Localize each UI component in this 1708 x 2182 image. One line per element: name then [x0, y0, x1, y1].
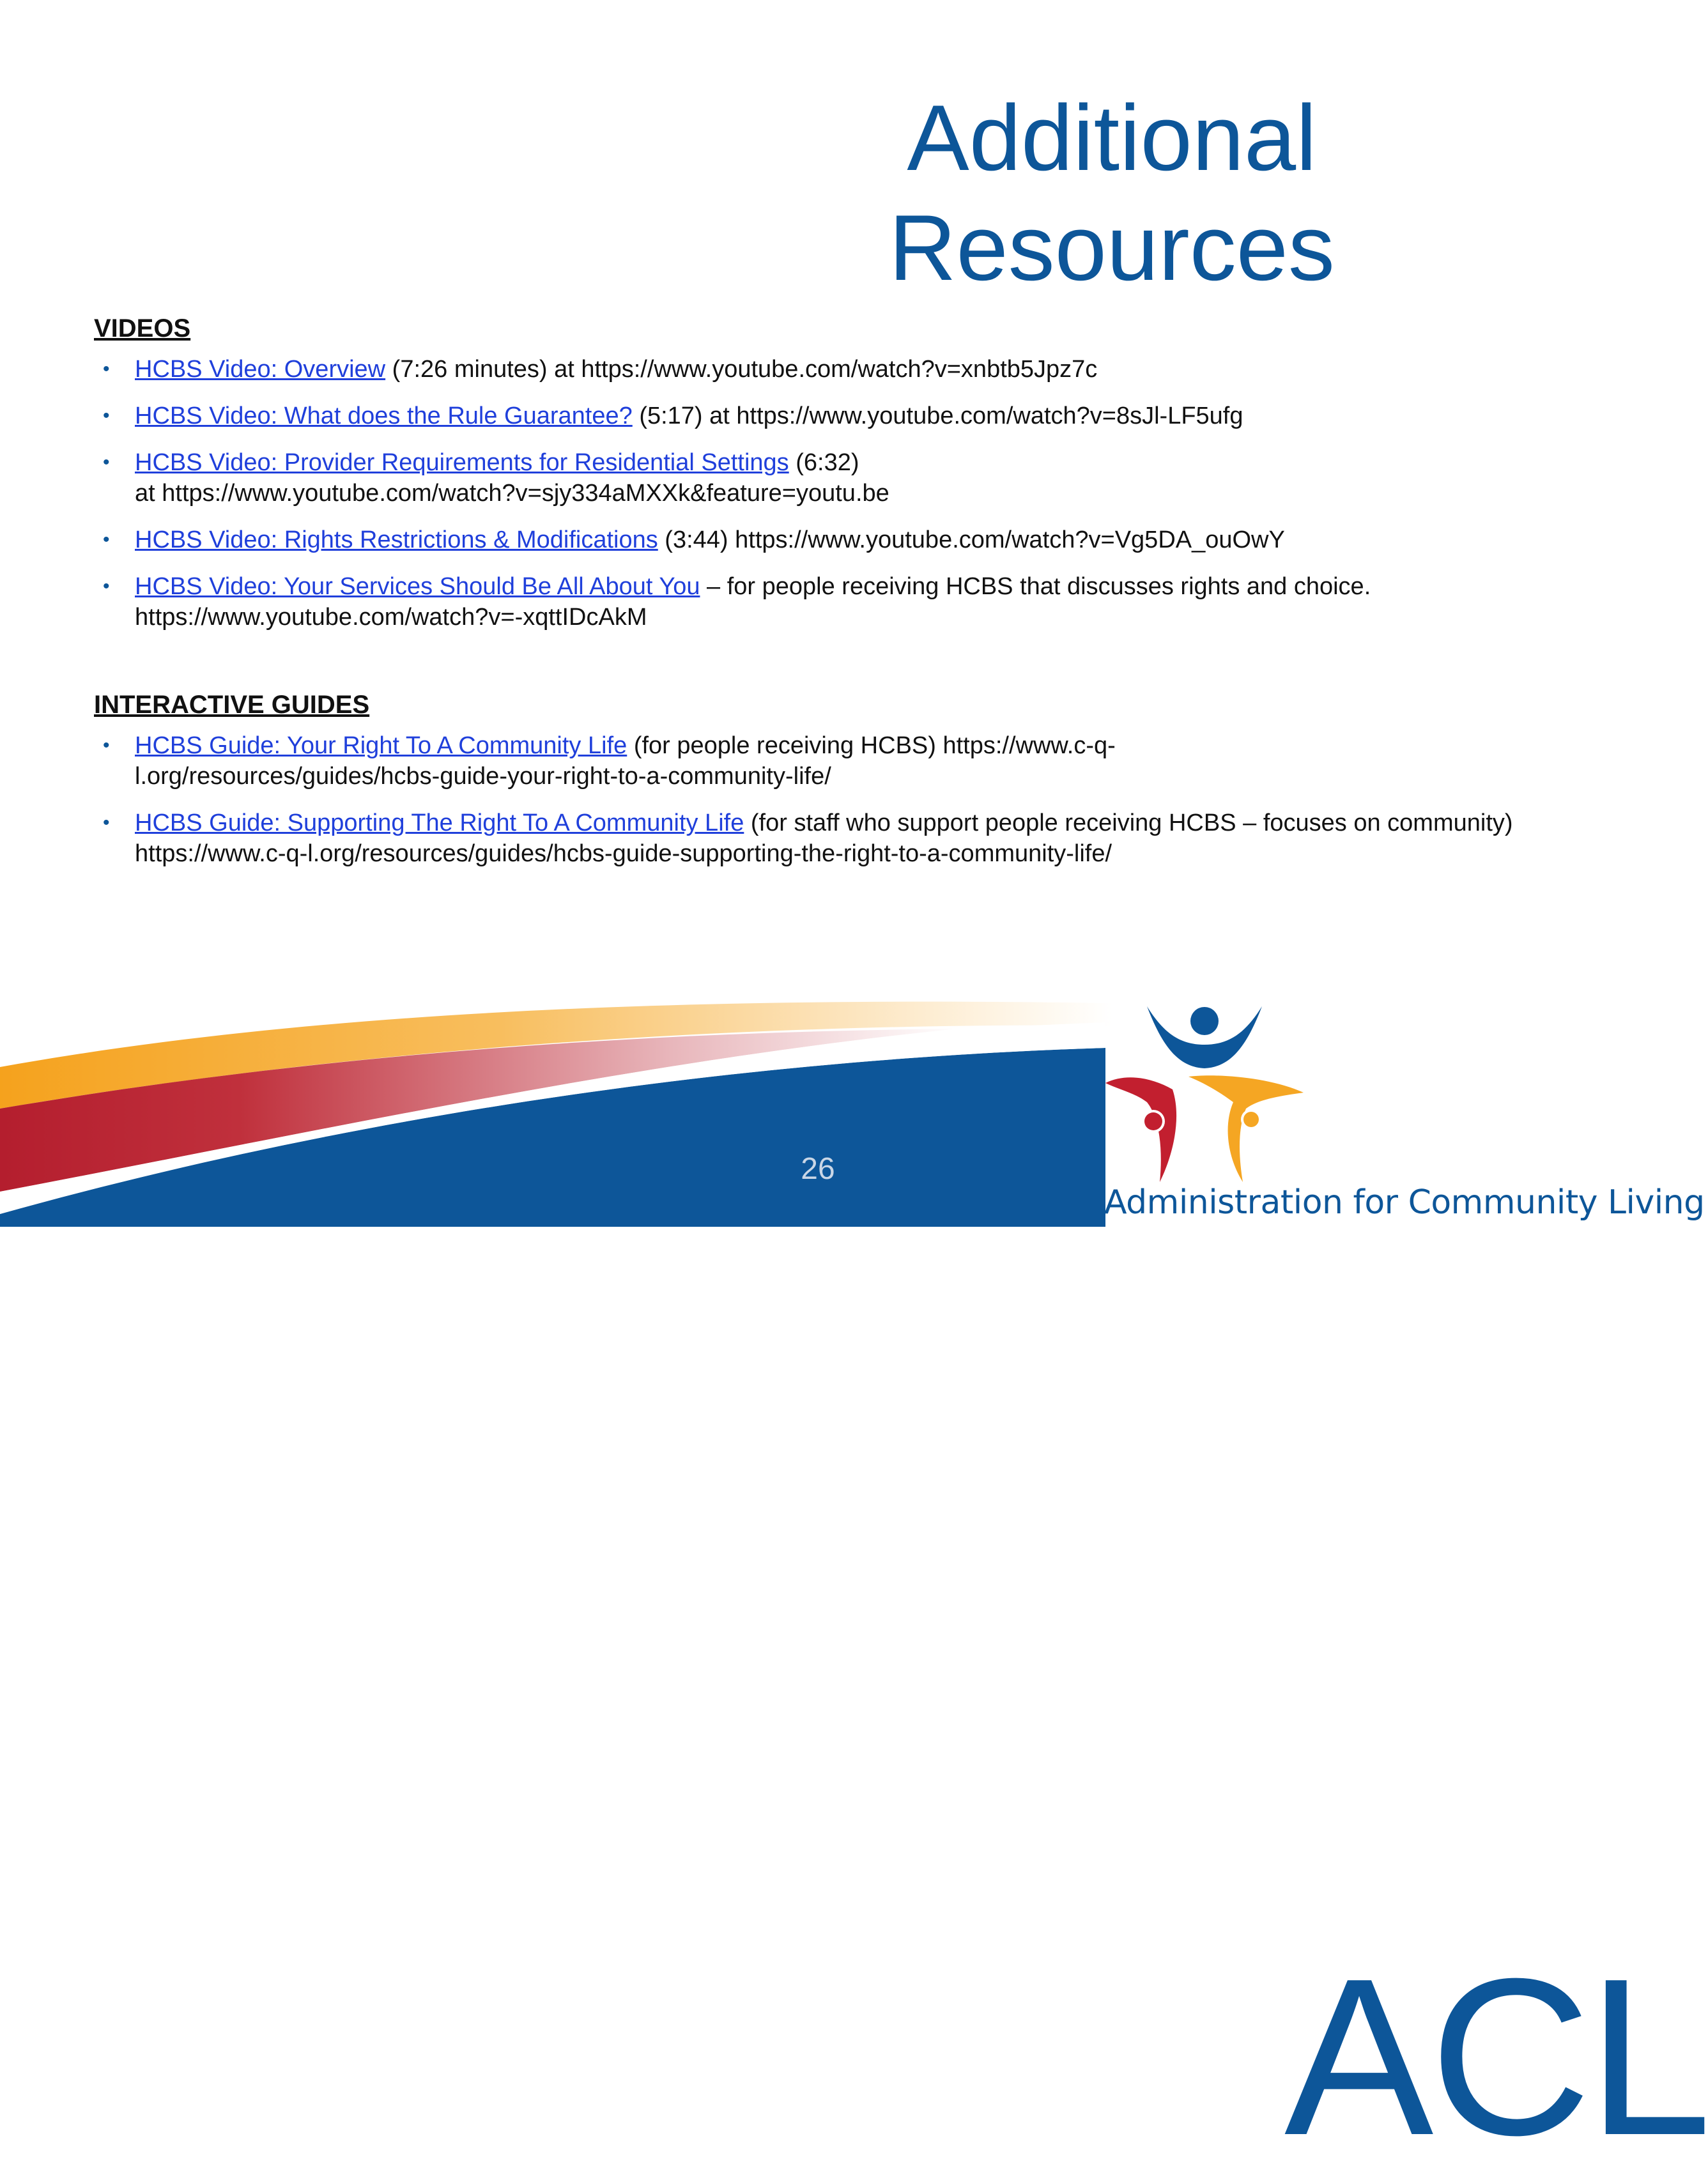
guide-link-community-life[interactable]: HCBS Guide: Your Right To A Community Life [135, 732, 627, 759]
list-item [94, 447, 1615, 509]
title-line-1: Additional [907, 86, 1317, 190]
list-item-text-continued: at https://www.youtube.com/watch?v=sjy334aMXXk&feature=youtu.be [135, 480, 889, 507]
list-item-text: (7:26 minutes) at https://www.youtube.com/watch?v=xnbtb5Jpz7c [385, 356, 1098, 383]
video-link-all-about-you[interactable]: HCBS Video: Your Services Should Be All About You [135, 573, 700, 600]
acl-logo-letters: ACL [1284, 1932, 1708, 2182]
bullet-icon: • [103, 812, 110, 833]
list-item-text: (3:44) https://www.youtube.com/watch?v=Vg5DA_ouOwY [658, 526, 1285, 553]
slide-title [792, 83, 1431, 303]
bullet-icon: • [103, 576, 110, 597]
list-item-text: (for staff who support people receiving HCBS – focuses on community) https://www.c-q-l.org/resources/guides/hcbs-guide-supporting-the-right-to-a-community-life/ [135, 810, 1513, 867]
bullet-icon: • [103, 529, 110, 550]
bullet-icon: • [103, 358, 110, 380]
logo-tagline: Administration for Community Living [1104, 1183, 1705, 1222]
videos-list [94, 354, 1615, 633]
title-line-2: Resources [889, 196, 1335, 300]
videos-heading: VIDEOS [94, 314, 191, 342]
list-item [94, 401, 1615, 431]
list-item-text: (6:32) [789, 449, 859, 476]
list-item [94, 571, 1615, 633]
list-item-text: (for people receiving HCBS) https://www.c-q- [627, 732, 1116, 759]
list-item-text: – for people receiving HCBS that discusses rights and choice. https://www.youtube.com/watch?v=-xqttIDcAkM [135, 573, 1371, 631]
content-body [94, 312, 1615, 885]
video-link-provider-requirements[interactable]: HCBS Video: Provider Requirements for Residential Settings [135, 449, 789, 476]
section-spacer [94, 649, 1615, 688]
list-item-text: (5:17) at https://www.youtube.com/watch?v=8sJl-LF5ufg [632, 403, 1243, 429]
list-item-text-continued: l.org/resources/guides/hcbs-guide-your-right-to-a-community-life/ [135, 763, 831, 790]
bullet-icon: • [103, 735, 110, 756]
video-link-rights-restrictions[interactable]: HCBS Video: Rights Restrictions & Modifications [135, 526, 658, 553]
guide-link-supporting-community-life[interactable]: HCBS Guide: Supporting The Right To A Community Life [135, 810, 744, 836]
list-item [94, 730, 1615, 792]
bullet-icon: • [103, 452, 110, 473]
bullet-icon: • [103, 405, 110, 426]
page-number: 26 [801, 1152, 835, 1186]
list-item [94, 354, 1615, 385]
video-link-overview[interactable]: HCBS Video: Overview [135, 356, 386, 383]
video-link-rule-guarantee[interactable]: HCBS Video: What does the Rule Guarantee? [135, 403, 633, 429]
list-item [94, 525, 1615, 555]
guides-heading: INTERACTIVE GUIDES [94, 691, 370, 719]
guides-list [94, 730, 1615, 869]
list-item [94, 808, 1615, 869]
